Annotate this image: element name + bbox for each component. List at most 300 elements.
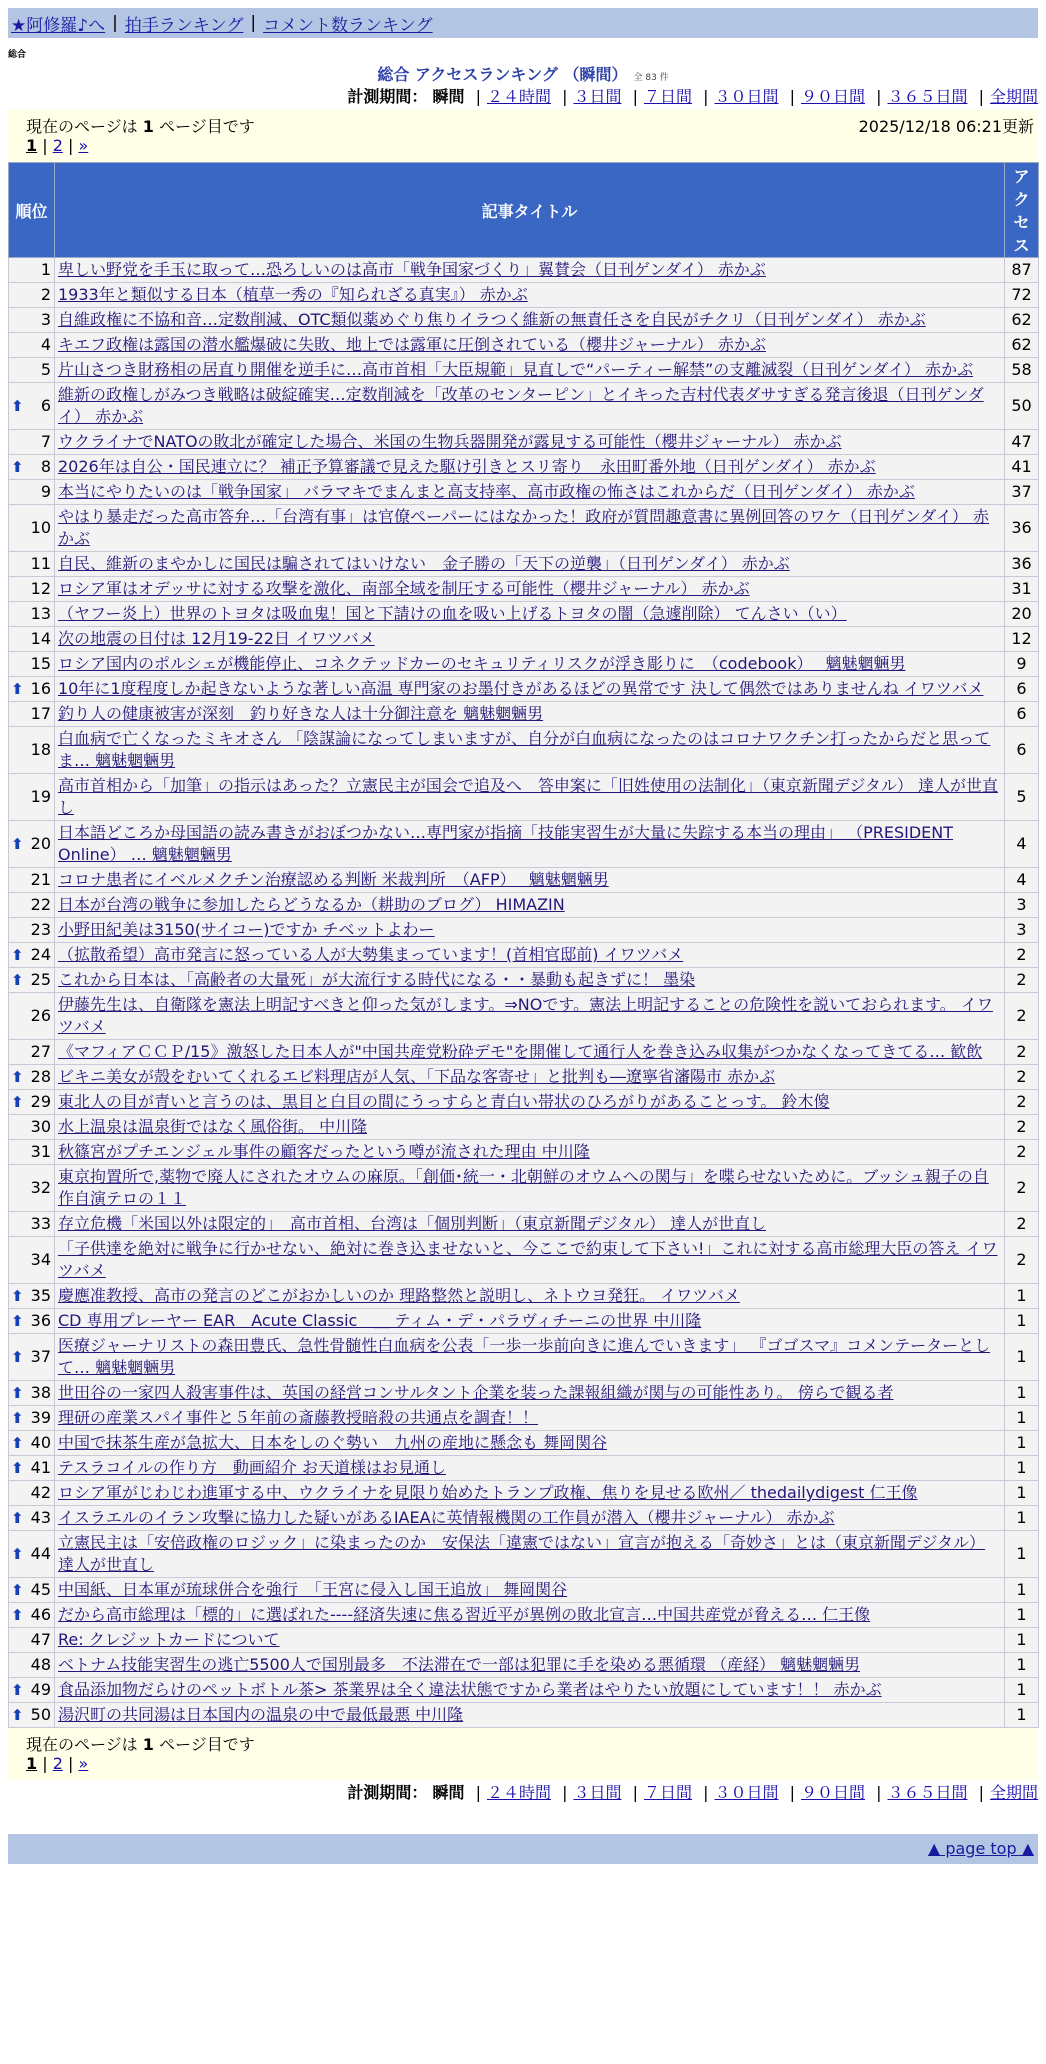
access-count: 2 [1005,1237,1039,1284]
rank-up-arrow-icon: ⬆ [11,1434,24,1452]
rank-number: 9 [40,482,51,501]
period-current: 瞬間 [432,87,465,106]
table-row [9,1431,1039,1456]
title-cell [55,677,1005,702]
access-count: 41 [1005,455,1039,480]
table-row [9,1678,1039,1703]
title-cell [55,652,1005,677]
title-cell [55,1481,1005,1506]
page-link-2[interactable]: 2 [52,1754,63,1773]
article-title-link[interactable]: 白血病で亡くなったミキオさん 「陰謀論になってしまいますが、自分が白血病になったのはコロナワクチン打ったからだと思ってま… 魑魅魍魎男 [58,729,991,770]
rank-cell [9,1603,55,1628]
rank-up-arrow-icon: ⬆ [11,1093,24,1111]
rank-number: 30 [30,1117,51,1136]
title-cell [55,602,1005,627]
title-cell [55,893,1005,918]
article-title-link[interactable]: 理研の産業スパイ事件と５年前の斎藤教授暗殺の共通点を調査！！ [58,1408,539,1427]
top-nav-bar [8,8,1038,38]
title-cell [55,1334,1005,1381]
title-cell [55,1703,1005,1728]
article-title-link[interactable]: 片山さつき財務相の居直り開催を逆手に…高市首相「大臣規範」見直しで“パーティー解禁”の支離滅裂（日刊ゲンダイ） 赤かぶ [58,360,974,379]
article-title-link[interactable]: 医療ジャーナリストの森田豊氏、急性骨髄性白血病を公表「一歩一歩前向きに進んでいきます」 『ゴゴスマ』コメンテーターとして… 魑魅魍魎男 [58,1336,991,1377]
page-link-1: 1 [26,136,38,155]
article-title-link[interactable]: ロシア国内のポルシェが機能停止、コネクテッドカーのセキュリティリスクが浮き彫りに （codebook） 魑魅魍魎男 [58,654,906,673]
rank-number: 15 [30,654,51,673]
page-link-2[interactable]: 2 [52,136,63,155]
rank-number: 35 [30,1286,51,1305]
article-title-link[interactable]: 慶應准教授、高市の発言のどこがおかしいのか 理路整然と説明し、ネトウヨ発狂。 イワツバメ [58,1286,740,1305]
table-row [9,1115,1039,1140]
rank-cell [9,1506,55,1531]
title-cell [55,727,1005,774]
article-title-link[interactable]: 日本が台湾の戦争に参加したらどうなるか（耕助のブログ） HIMAZIN [58,895,565,914]
rank-cell [9,1703,55,1728]
rank-cell [9,1115,55,1140]
table-row [9,918,1039,943]
period-selector-bottom: 計測期間： 瞬間 | ２４時間 | ３日間 | ７日間 | ３０日間 | ９０日間 | ３６５日間 | 全期間 [347,1783,1038,1802]
title-cell [55,943,1005,968]
rank-up-arrow-icon: ⬆ [11,397,24,415]
article-title-link[interactable]: テスラコイルの作り方 動画紹介 お天道様はお見通し [58,1458,446,1477]
period-link-7d[interactable]: ７日間 [643,1783,692,1802]
table-row [9,1284,1039,1309]
article-title-link[interactable]: 食品添加物だらけのペットボトル茶> 茶業界は全く違法状態ですから業者はやりたい放題にしています！！ 赤かぶ [58,1680,882,1699]
table-row [9,1603,1039,1628]
rank-up-arrow-icon: ⬆ [11,1068,24,1086]
title-cell [55,1065,1005,1090]
header-rank: 順位 [9,163,55,258]
rank-number: 5 [40,360,51,379]
title-cell [55,1090,1005,1115]
rank-number: 25 [30,970,51,989]
access-count: 3 [1005,893,1039,918]
article-title-link[interactable]: 高市首相から「加筆」の指示はあった？立憲民主が国会で追及へ 答申案に「旧姓使用の法制化」（東京新聞デジタル） 達人が世直し [58,776,998,817]
article-title-link[interactable]: コロナ患者にイベルメクチン治療認める判断 米裁判所 （AFP） 魑魅魍魎男 [58,870,609,889]
article-title-link[interactable]: 東北人の目が青いと言うのは、黒目と白目の間にうっすらと青白い帯状のひろがりがあることっす。 鈴木傻 [58,1092,830,1111]
title-cell [55,1406,1005,1431]
rank-cell [9,1040,55,1065]
access-count: 1 [1005,1678,1039,1703]
table-row [9,1456,1039,1481]
article-title-link[interactable]: 小野田紀美は3150(サイコー)ですか チベットよわー [58,920,435,939]
current-page-text: 現在のページは 1 ページ目です [26,1735,255,1754]
rank-cell [9,455,55,480]
rank-cell [9,774,55,821]
table-row [9,552,1039,577]
article-title-link[interactable]: やはり暴走だった高市答弁…「台湾有事」は官僚ペーパーにはなかった！政府が質問趣意書に異例回答のワケ（日刊ゲンダイ） 赤かぶ [58,507,990,548]
access-count: 1 [1005,1284,1039,1309]
title-cell [55,1284,1005,1309]
article-title-link[interactable]: ベトナム技能実習生の逃亡5500人で国別最多 不法滞在で一部は犯罪に手を染める悪循環 （産経） 魑魅魍魎男 [58,1655,861,1674]
table-row [9,893,1039,918]
period-link-30d[interactable]: ３０日間 [714,1783,779,1802]
article-title-link[interactable]: 秋篠宮がプチエンジェル事件の顧客だったという噂が流された理由 中川隆 [58,1142,590,1161]
pager-bottom [8,1728,1038,1780]
rank-number: 17 [30,704,51,723]
access-count: 2 [1005,1165,1039,1212]
rank-cell [9,893,55,918]
access-count: 1 [1005,1334,1039,1381]
article-title-link[interactable]: ロシア軍がじわじわ進軍する中、ウクライナを見限り始めたトランプ政権、焦りを見せる欧州／ thedailydigest 仁王像 [58,1483,918,1502]
title-cell [55,1678,1005,1703]
table-row [9,1506,1039,1531]
rank-number: 36 [30,1311,51,1330]
access-count: 1 [1005,1431,1039,1456]
rank-number: 43 [30,1508,51,1527]
rank-number: 8 [40,457,51,476]
access-count: 2 [1005,1065,1039,1090]
rank-cell [9,968,55,993]
access-count: 6 [1005,677,1039,702]
table-row [9,677,1039,702]
table-row [9,1578,1039,1603]
rank-number: 40 [30,1433,51,1452]
article-title-link[interactable]: 「子供達を絶対に戦争に行かせない、絶対に巻き込ませないと、今ここで約束して下さい!」これに対する高市総理大臣の答え イワツバメ [58,1239,998,1280]
article-title-link[interactable]: 湯沢町の共同湯は日本国内の温泉の中で最低最悪 中川隆 [58,1705,464,1724]
rank-number: 18 [30,740,51,759]
article-title-link[interactable]: 世田谷の一家四人殺害事件は、英国の経営コンサルタント企業を装った課報組織が関与の可能性あり。 傍らで観る者 [58,1383,894,1402]
rank-cell [9,677,55,702]
article-title-link[interactable]: 存立危機「米国以外は限定的」 高市首相、台湾は「個別判断」（東京新聞デジタル） 達人が世直し [58,1214,767,1233]
rank-cell [9,383,55,430]
access-count: 9 [1005,652,1039,677]
article-title-link[interactable]: 1933年と類似する日本（植草一秀の『知られざる真実』） 赤かぶ [58,285,528,304]
article-title-link[interactable]: 水上温泉は温泉街ではなく風俗街。 中川隆 [58,1117,368,1136]
access-count: 6 [1005,727,1039,774]
rank-up-arrow-icon: ⬆ [11,680,24,698]
rank-number: 6 [40,396,51,415]
title-cell [55,1431,1005,1456]
page-title: 総合 アクセスランキング （瞬間） [377,65,628,84]
article-title-link[interactable]: 《マフィアＣＣＰ/15》激怒した日本人が"中国共産党粉砕デモ"を開催して通行人を巻き込み収集がつかなくなってきてる… 歓飲 [58,1042,983,1061]
rank-up-arrow-icon: ⬆ [11,1384,24,1402]
next-page-link[interactable]: » [78,136,89,155]
rank-up-arrow-icon: ⬆ [11,1545,24,1563]
table-row [9,283,1039,308]
rank-cell [9,918,55,943]
rank-number: 4 [40,335,51,354]
rank-cell [9,1653,55,1678]
access-count: 87 [1005,258,1039,283]
title-cell [55,1603,1005,1628]
article-title-link[interactable]: 本当にやりたいのは「戦争国家」 バラマキでまんまと高支持率、高市政権の怖さはこれからだ（日刊ゲンダイ） 赤かぶ [58,482,915,501]
rank-number: 1 [40,260,51,279]
rank-cell [9,702,55,727]
access-count: 1 [1005,1603,1039,1628]
title-cell [55,283,1005,308]
rank-number: 44 [30,1544,51,1563]
ranking-table-body [9,258,1039,1728]
rank-up-arrow-icon: ⬆ [11,1459,24,1477]
rank-cell [9,1381,55,1406]
rank-number: 42 [30,1483,51,1502]
table-row [9,727,1039,774]
rank-number: 14 [30,629,51,648]
access-count: 12 [1005,627,1039,652]
rank-cell [9,652,55,677]
access-count: 58 [1005,358,1039,383]
table-row [9,1237,1039,1284]
access-count: 2 [1005,1040,1039,1065]
access-count: 6 [1005,702,1039,727]
table-row [9,1040,1039,1065]
rank-up-arrow-icon: ⬆ [11,1581,24,1599]
access-count: 2 [1005,993,1039,1040]
access-count: 37 [1005,480,1039,505]
rank-cell [9,480,55,505]
article-title-link[interactable]: 日本語どころか母国語の読み書きがおぼつかない…専門家が指摘「技能実習生が大量に失踪する本当の理由」 （PRESIDENT Online） … 魑魅魍魎男 [58,823,954,864]
access-count: 1 [1005,1578,1039,1603]
rank-cell [9,552,55,577]
rank-number: 3 [40,310,51,329]
nav-separator: | [250,13,257,33]
title-cell [55,1456,1005,1481]
period-link-7d[interactable]: ７日間 [643,87,692,106]
table-row [9,1090,1039,1115]
article-title-link[interactable]: 中国紙、日本軍が琉球併合を強行 「王宮に侵入し国王追放」 舞岡関谷 [58,1580,568,1599]
period-link-90d[interactable]: ９０日間 [800,87,865,106]
title-cell [55,1381,1005,1406]
access-count: 2 [1005,968,1039,993]
article-title-link[interactable]: （ヤフー炎上）世界のトヨタは吸血鬼！国と下請けの血を吸い上げるトヨタの闇（急遽削除） てんさい（い） [58,604,847,623]
title-cell [55,1115,1005,1140]
header-title: 記事タイトル [55,163,1005,258]
period-current: 瞬間 [432,1783,465,1802]
rank-number: 21 [30,870,51,889]
rank-number: 27 [30,1042,51,1061]
rank-number: 10 [30,518,51,537]
article-title-link[interactable]: キエフ政権は露国の潜水艦爆破に失敗、地上では露軍に圧倒されている（櫻井ジャーナル） 赤かぶ [58,335,766,354]
rank-number: 38 [30,1383,51,1402]
table-row [9,1212,1039,1237]
rank-number: 28 [30,1067,51,1086]
article-title-link[interactable]: ロシア軍はオデッサに対する攻撃を激化、南部全域を制圧する可能性（櫻井ジャーナル） 赤かぶ [58,579,750,598]
table-row [9,480,1039,505]
article-title-link[interactable]: 卑しい野党を手玉に取って…恐ろしいのは高市「戦争国家づくり」翼賛会（日刊ゲンダイ） 赤かぶ [58,260,766,279]
rank-cell [9,358,55,383]
access-count: 36 [1005,552,1039,577]
rank-up-arrow-icon: ⬆ [11,946,24,964]
table-row [9,1381,1039,1406]
article-title-link[interactable]: Re: クレジットカードについて [58,1630,280,1649]
table-row [9,577,1039,602]
table-row [9,821,1039,868]
table-row [9,1703,1039,1728]
rank-cell [9,1165,55,1212]
rank-number: 7 [40,432,51,451]
rank-cell [9,1212,55,1237]
title-cell [55,1309,1005,1334]
table-row [9,1628,1039,1653]
access-count: 1 [1005,1506,1039,1531]
article-title-link[interactable]: 立憲民主は「安倍政権のロジック」に染まったのか 安保法「違憲ではない」宣言が抱える「奇妙さ」とは（東京新聞デジタル） 達人が世直し [58,1533,986,1574]
updated-timestamp: 2025/12/18 06:21更新 [858,117,1034,136]
article-title-link[interactable]: 10年に1度程度しか起きないような著しい高温 専門家のお墨付きがあるほどの異常です 決して偶然ではありませんね イワツバメ [58,679,984,698]
article-title-link[interactable]: イスラエルのイラン攻撃に協力した疑いがあるIAEAに英情報機関の工作員が潜入（櫻井ジャーナル） 赤かぶ [58,1508,835,1527]
rank-up-arrow-icon: ⬆ [11,1606,24,1624]
article-title-link[interactable]: 東京拘置所で,薬物で廃人にされたオウムの麻原。「創価･統一・北朝鮮のオウムへの関与」を喋らせないために。ブッシュ親子の自作自演テロの１１ [58,1167,989,1208]
rank-cell [9,1678,55,1703]
table-row [9,602,1039,627]
table-row [9,1309,1039,1334]
access-count: 2 [1005,943,1039,968]
table-row [9,1334,1039,1381]
page-top-link[interactable]: ▲ page top ▲ [927,1839,1034,1858]
title-cell [55,1653,1005,1678]
table-row [9,1653,1039,1678]
page-title-row [8,62,1038,84]
article-title-link[interactable]: 2026年は自公・国民連立に？ 補正予算審議で見えた駆け引きとスリ寄り 永田町番外地（日刊ゲンダイ） 赤かぶ [58,457,876,476]
page-link-1: 1 [26,1754,38,1773]
nav-link-home[interactable]: ★阿修羅♪へ [11,15,106,36]
rank-cell [9,577,55,602]
title-cell [55,1040,1005,1065]
page-wrapper [8,8,1038,1864]
title-cell [55,552,1005,577]
rank-cell [9,1065,55,1090]
rank-cell [9,1237,55,1284]
rank-cell [9,1431,55,1456]
period-link-24h[interactable]: ２４時間 [486,87,551,106]
period-link-3d[interactable]: ３日間 [573,87,622,106]
rank-number: 32 [30,1178,51,1197]
table-row [9,1065,1039,1090]
table-row [9,1406,1039,1431]
title-cell [55,383,1005,430]
rank-cell [9,505,55,552]
table-row [9,774,1039,821]
rank-number: 50 [30,1705,51,1724]
rank-up-arrow-icon: ⬆ [11,1348,24,1366]
article-title-link[interactable]: 釣り人の健康被害が深刻 釣り好きな人は十分御注意を 魑魅魍魎男 [58,704,544,723]
title-cell [55,358,1005,383]
title-cell [55,480,1005,505]
article-title-link[interactable]: 維新の政権しがみつき戦略は破綻確実…定数削減を「改革のセンターピン」とイキった吉村代表ダサすぎる発言後退（日刊ゲンダイ） 赤かぶ [58,385,984,426]
access-count: 1 [1005,1309,1039,1334]
article-title-link[interactable]: 中国で抹茶生産が急拡大、日本をしのぐ勢い 九州の産地に懸念も 舞岡関谷 [58,1433,608,1452]
rank-up-arrow-icon: ⬆ [11,835,24,853]
rank-cell [9,1309,55,1334]
period-link-30d[interactable]: ３０日間 [714,87,779,106]
nav-link-comment-ranking[interactable]: コメント数ランキング [263,15,433,36]
table-row [9,505,1039,552]
article-title-link[interactable]: 自維政権に不協和音…定数削減、OTC類似薬めぐり焦りイラつく維新の無責任さを自民がチクリ（日刊ゲンダイ） 赤かぶ [58,310,926,329]
rank-cell [9,283,55,308]
page-links: 1 | 2 | » [26,1754,89,1773]
period-link-90d[interactable]: ９０日間 [800,1783,865,1802]
rank-number: 46 [30,1605,51,1624]
rank-cell [9,258,55,283]
access-count: 1 [1005,1703,1039,1728]
access-count: 1 [1005,1628,1039,1653]
table-row [9,430,1039,455]
access-count: 50 [1005,383,1039,430]
next-page-link[interactable]: » [78,1754,89,1773]
article-title-link[interactable]: これから日本は、「高齢者の大量死」が大流行する時代になる・・暴動も起きずに！ 墨染 [58,970,696,989]
period-link-3d[interactable]: ３日間 [573,1783,622,1802]
title-cell [55,993,1005,1040]
period-link-all[interactable]: 全期間 [989,87,1038,106]
access-count: 2 [1005,1090,1039,1115]
article-title-link[interactable]: ウクライナでNATOの敗北が確定した場合、米国の生物兵器開発が露見する可能性（櫻井ジャーナル） 赤かぶ [58,432,842,451]
rank-cell [9,1090,55,1115]
rank-number: 12 [30,579,51,598]
article-title-link[interactable]: 次の地震の日付は 12月19-22日 イワツバメ [58,629,375,648]
period-link-24h[interactable]: ２４時間 [486,1783,551,1802]
period-link-365d[interactable]: ３６５日間 [887,87,968,106]
article-title-link[interactable]: 伊藤先生は、自衛隊を憲法上明記すべきと仰った気がします。⇒NOです。憲法上明記することの危険性を説いておられます。 イワツバメ [58,995,993,1036]
title-cell [55,627,1005,652]
nav-link-applause-ranking[interactable]: 拍手ランキング [124,15,244,36]
title-cell [55,333,1005,358]
rank-cell [9,1456,55,1481]
access-count: 1 [1005,1456,1039,1481]
access-count: 1 [1005,1381,1039,1406]
rank-up-arrow-icon: ⬆ [11,1706,24,1724]
article-title-link[interactable]: CD 専用プレーヤー EAR Acute Classic ＿ ティム・デ・パラヴィチーニの世界 中川隆 [58,1311,702,1330]
period-link-365d[interactable]: ３６５日間 [887,1783,968,1802]
title-cell [55,1531,1005,1578]
rank-cell [9,1334,55,1381]
period-link-all[interactable]: 全期間 [989,1783,1038,1802]
table-row [9,627,1039,652]
rank-number: 23 [30,920,51,939]
title-cell [55,258,1005,283]
page-links: 1 | 2 | » [26,136,89,155]
rank-number: 29 [30,1092,51,1111]
rank-number: 11 [30,554,51,573]
table-row [9,358,1039,383]
rank-up-arrow-icon: ⬆ [11,1287,24,1305]
rank-cell [9,627,55,652]
title-cell [55,1237,1005,1284]
rank-number: 47 [30,1630,51,1649]
rank-cell [9,993,55,1040]
title-cell [55,774,1005,821]
title-cell [55,505,1005,552]
access-count: 1 [1005,1481,1039,1506]
rank-number: 16 [30,679,51,698]
rank-cell [9,1628,55,1653]
rank-number: 31 [30,1142,51,1161]
nav-separator: | [112,13,118,33]
access-count: 1 [1005,1653,1039,1678]
article-title-link[interactable]: ビキニ美女が殻をむいてくれるエビ料理店が人気、「下品な客寄せ」と批判も―遼寧省瀋陽市 赤かぶ [58,1067,776,1086]
rank-number: 13 [30,604,51,623]
article-title-link[interactable]: だから高市総理は「標的」に選ばれた----経済失速に焦る習近平が異例の敗北宣言…中国共産党が脅える… 仁王像 [58,1605,871,1624]
title-cell [55,821,1005,868]
rank-number: 24 [30,945,51,964]
rank-number: 39 [30,1408,51,1427]
current-page-text: 現在のページは 1 ページ目です [26,117,255,136]
table-row [9,868,1039,893]
section-label: 総合 [8,50,27,60]
total-count: 全 83 件 [633,73,669,83]
title-cell [55,1212,1005,1237]
rank-up-arrow-icon: ⬆ [11,1509,24,1527]
period-label: 計測期間： [347,1783,428,1802]
title-cell [55,455,1005,480]
access-count: 62 [1005,333,1039,358]
rank-number: 37 [30,1347,51,1366]
table-row [9,1140,1039,1165]
rank-number: 45 [30,1580,51,1599]
rank-number: 49 [30,1680,51,1699]
article-title-link[interactable]: （拡散希望）高市発言に怒っている人が大勢集まっています！(首相官邸前) イワツバメ [58,945,684,964]
article-title-link[interactable]: 自民、維新のまやかしに国民は騙されてはいけない 金子勝の「天下の逆襲」（日刊ゲンダイ） 赤かぶ [58,554,790,573]
rank-number: 22 [30,895,51,914]
table-row [9,258,1039,283]
